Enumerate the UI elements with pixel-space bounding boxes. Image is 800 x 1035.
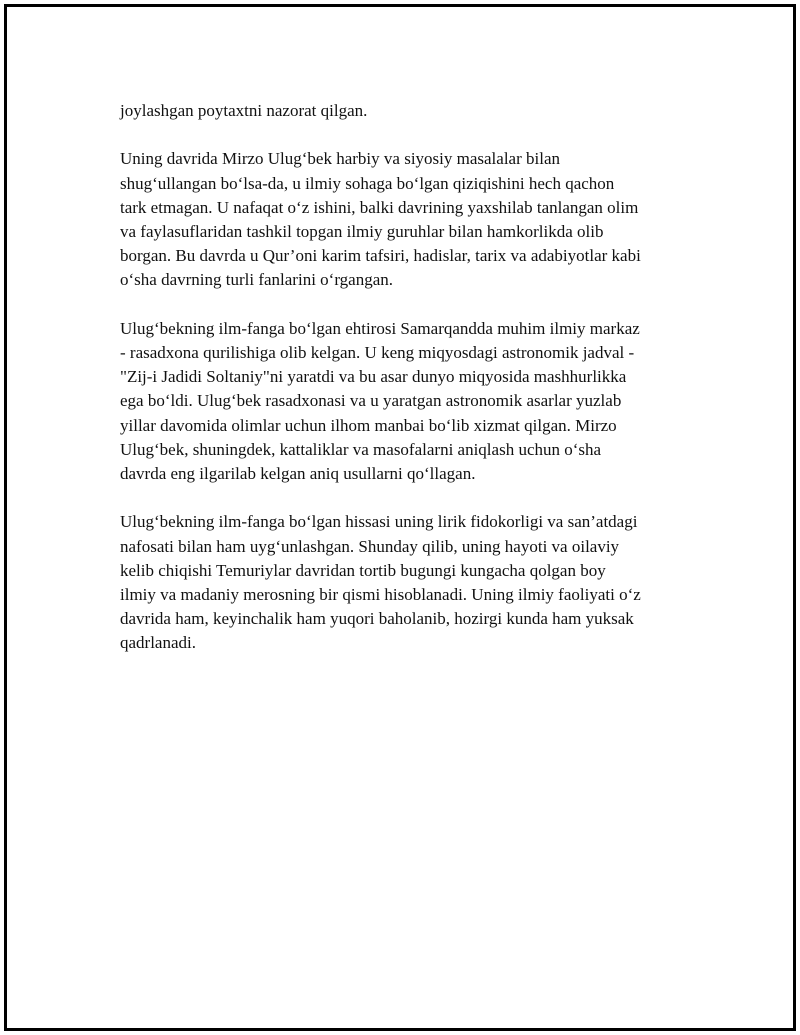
paragraph-2: Uning davrida Mirzo Ulug‘bek harbiy va siyosiy masalalar bilan shug‘ullangan bo‘lsa-da, u ilmiy sohaga bo‘lgan qiziqishini hech qachon tark etmagan. U nafaqat o‘z ishini, balki davrining yaxshilab tanlangan olim va faylasuflaridan tashkil topgan ilmiy guruhlar bilan hamkorlikda olib borgan. Bu davrda u Qur’oni karim tafsiri, hadislar, tarix va adabiyotlar kabi o‘sha davrning turli fanlarini o‘rgangan. — [120, 149, 641, 290]
paragraph-4: Ulug‘bekning ilm-fanga bo‘lgan hissasi uning lirik fidokorligi va san’atdagi nafosati bilan ham uyg‘unlashgan. Shunday qilib, uning hayoti va oilaviy kelib chiqishi Temuriylar davridan tortib bugungi kungacha qolgan boy ilmiy va madaniy merosning bir qismi hisoblanadi. Uning ilmiy faoliyati o‘z davrida ham, keyinchalik ham yuqori baholanib, hozirgi kunda ham yuksak qadrlanadi. — [120, 512, 641, 653]
paragraph-1: joylashgan poytaxtni nazorat qilgan. — [120, 101, 368, 120]
page-frame — [4, 4, 796, 1031]
document-body — [120, 99, 695, 680]
paragraph-3: Ulug‘bekning ilm-fanga bo‘lgan ehtirosi Samarqandda muhim ilmiy markaz - rasadxona qurilishiga olib kelgan. U keng miqyosdagi astronomik jadval - "Zij-i Jadidi Soltaniy"ni yaratdi va bu asar dunyo miqyosida mashhurlikka ega bo‘ldi. Ulug‘bek rasadxonasi va u yaratgan astronomik asarlar yuzlab yillar davomida olimlar uchun ilhom manbai bo‘lib xizmat qilgan. Mirzo Ulug‘bek, shuningdek, kattaliklar va masofalarni aniqlash uchun o‘sha davrda eng ilgarilab kelgan aniq usullarni qo‘llagan. — [120, 318, 640, 484]
